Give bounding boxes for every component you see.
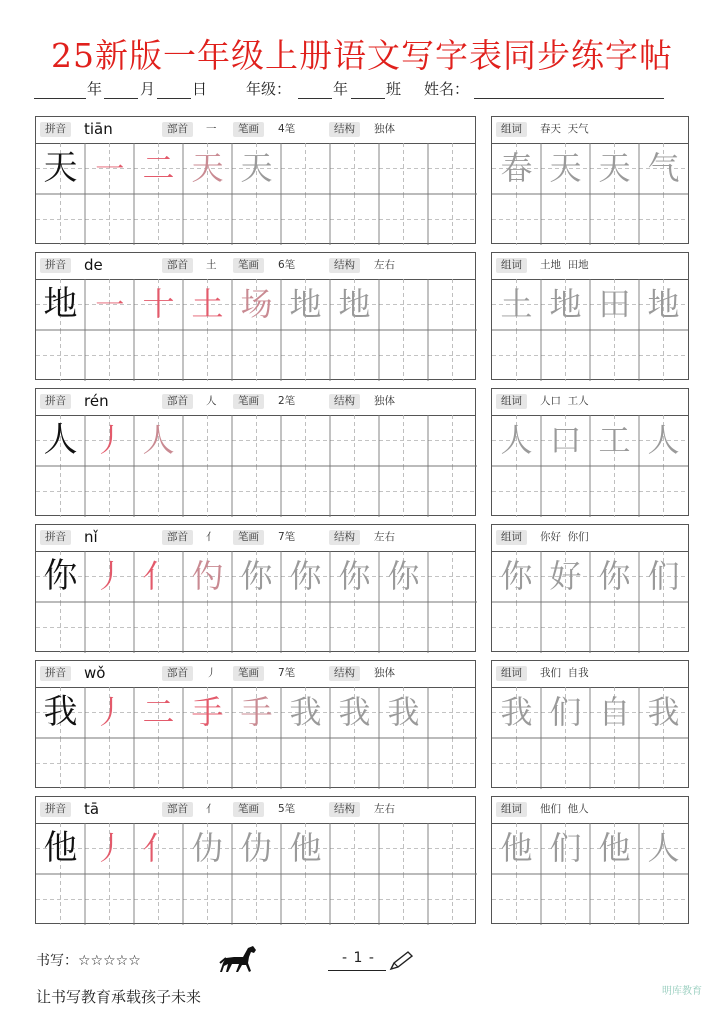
class-label: 班	[386, 80, 402, 98]
structure-label: 结构	[329, 802, 360, 817]
word-trace-character: 们	[549, 829, 582, 867]
word-trace-character: 你	[500, 557, 533, 595]
slogan: 让书写教育承载孩子未来	[36, 988, 202, 1006]
watermark-logo: 明库教育	[662, 986, 702, 997]
pinyin-value: tiān	[84, 120, 113, 138]
words-value: 我们 自我	[540, 667, 589, 679]
stroke-order-step: 我	[289, 693, 322, 731]
stroke-order-step: 仢	[191, 557, 224, 595]
radical-label: 部首	[162, 122, 193, 137]
structure-label: 结构	[329, 258, 360, 273]
name-blank[interactable]	[474, 98, 664, 99]
word-trace-character: 天	[598, 149, 631, 187]
words-value: 他们 他人	[540, 803, 589, 815]
strokes-label: 笔画	[233, 258, 264, 273]
char-info-header	[36, 117, 475, 144]
word-trace-character: 他	[500, 829, 533, 867]
practice-block	[35, 660, 476, 788]
strokes-label: 笔画	[233, 122, 264, 137]
words-label: 组词	[496, 530, 527, 545]
words-label: 组词	[496, 258, 527, 273]
radical-label: 部首	[162, 666, 193, 681]
month-label: 月	[140, 80, 156, 98]
stroke-order-step: 你	[387, 557, 420, 595]
word-header	[492, 661, 688, 688]
practice-block	[35, 116, 476, 244]
year-label: 年	[87, 80, 103, 98]
stroke-order-step: 亻	[142, 829, 175, 867]
radical-label: 部首	[162, 530, 193, 545]
strokes-label: 笔画	[233, 802, 264, 817]
pinyin-label: 拼音	[40, 258, 71, 273]
word-block	[491, 524, 689, 652]
structure-value: 独体	[374, 123, 395, 135]
word-block	[491, 388, 689, 516]
words-value: 你好 你们	[540, 531, 589, 543]
word-block	[491, 796, 689, 924]
word-trace-character: 人	[647, 421, 680, 459]
stroke-order-step: 二	[142, 693, 175, 731]
practice-block	[35, 796, 476, 924]
radical-label: 部首	[162, 802, 193, 817]
grade-year-label: 年	[333, 80, 349, 98]
word-trace-character: 天	[549, 149, 582, 187]
structure-label: 结构	[329, 530, 360, 545]
practice-block	[35, 252, 476, 380]
radical-value: 人	[206, 395, 217, 407]
stroke-order-step: 我	[338, 693, 371, 731]
char-info-header	[36, 661, 475, 688]
pinyin-label: 拼音	[40, 530, 71, 545]
strokes-label: 笔画	[233, 666, 264, 681]
stroke-order-step: 他	[289, 829, 322, 867]
pinyin-label: 拼音	[40, 394, 71, 409]
words-label: 组词	[496, 666, 527, 681]
structure-label: 结构	[329, 666, 360, 681]
main-character: 人	[43, 420, 78, 460]
stroke-order-step: 你	[240, 557, 273, 595]
word-trace-character: 田	[598, 285, 631, 323]
main-character: 地	[43, 284, 78, 324]
horse-icon	[218, 945, 260, 979]
stroke-order-step: 仂	[240, 829, 273, 867]
words-label: 组词	[496, 802, 527, 817]
word-trace-character: 口	[549, 421, 582, 459]
words-label: 组词	[496, 394, 527, 409]
word-trace-character: 地	[549, 285, 582, 323]
words-label: 组词	[496, 122, 527, 137]
word-trace-character: 春	[500, 149, 533, 187]
stroke-order-step: 亻	[142, 557, 175, 595]
stroke-order-step: 你	[338, 557, 371, 595]
strokes-value: 4笔	[278, 123, 296, 135]
word-trace-character: 人	[647, 829, 680, 867]
word-trace-character: 土	[500, 285, 533, 323]
pencil-icon	[388, 950, 414, 972]
strokes-label: 笔画	[233, 530, 264, 545]
writing-rating: 书写：☆☆☆☆☆	[36, 953, 141, 969]
word-header	[492, 797, 688, 824]
radical-value: 土	[206, 259, 217, 271]
pinyin-value: tā	[84, 800, 100, 818]
word-trace-character: 们	[549, 693, 582, 731]
stroke-order-step: ㇐	[93, 285, 126, 323]
word-block	[491, 660, 689, 788]
student-info-line	[34, 78, 694, 102]
day-blank[interactable]	[157, 98, 191, 99]
pinyin-value: wǒ	[84, 664, 106, 682]
strokes-label: 笔画	[233, 394, 264, 409]
stroke-order-step: 地	[338, 285, 371, 323]
words-value: 土地 田地	[540, 259, 589, 271]
pinyin-label: 拼音	[40, 802, 71, 817]
main-character: 他	[43, 828, 78, 868]
word-trace-character: 地	[647, 285, 680, 323]
strokes-value: 6笔	[278, 259, 296, 271]
structure-value: 左右	[374, 803, 395, 815]
stroke-order-step: 天	[240, 149, 273, 187]
pinyin-value: nǐ	[84, 528, 98, 546]
word-trace-character: 我	[647, 693, 680, 731]
word-trace-character: 好	[549, 557, 582, 595]
radical-value: 丿	[206, 667, 217, 679]
page-title: 25新版一年级上册语文写字表同步练字帖	[51, 36, 673, 75]
char-info-header	[36, 253, 475, 280]
year-blank[interactable]	[34, 98, 86, 99]
day-label: 日	[192, 80, 208, 98]
stroke-order-step: 手	[191, 693, 224, 731]
structure-value: 左右	[374, 259, 395, 271]
month-blank[interactable]	[104, 98, 138, 99]
stroke-order-step: 十	[142, 285, 175, 323]
word-block	[491, 252, 689, 380]
stroke-order-step: 丿	[93, 557, 126, 595]
strokes-value: 2笔	[278, 395, 296, 407]
stroke-order-step: 丿	[93, 421, 126, 459]
char-info-header	[36, 525, 475, 552]
pinyin-value: de	[84, 256, 103, 274]
word-trace-character: 你	[598, 557, 631, 595]
stroke-order-step: 土	[191, 285, 224, 323]
stroke-order-step: 场	[240, 285, 273, 323]
structure-label: 结构	[329, 122, 360, 137]
word-header	[492, 253, 688, 280]
page-number-underline	[328, 970, 386, 971]
practice-block	[35, 524, 476, 652]
strokes-value: 7笔	[278, 531, 296, 543]
radical-value: 亻	[206, 531, 217, 543]
name-label: 姓名：	[424, 80, 470, 98]
main-character: 你	[43, 556, 78, 596]
word-trace-character: 工	[598, 421, 631, 459]
stroke-order-step: 丿	[93, 693, 126, 731]
words-value: 人口 工人	[540, 395, 589, 407]
word-trace-character: 气	[647, 149, 680, 187]
radical-label: 部首	[162, 394, 193, 409]
structure-value: 独体	[374, 395, 395, 407]
word-trace-character: 自	[598, 693, 631, 731]
word-header	[492, 117, 688, 144]
radical-value: 一	[206, 123, 217, 135]
practice-block	[35, 388, 476, 516]
structure-value: 左右	[374, 531, 395, 543]
stroke-order-step: 手	[240, 693, 273, 731]
word-trace-character: 他	[598, 829, 631, 867]
pinyin-value: rén	[84, 392, 109, 410]
pinyin-label: 拼音	[40, 666, 71, 681]
stroke-order-step: 天	[191, 149, 224, 187]
char-info-header	[36, 389, 475, 416]
word-trace-character: 们	[647, 557, 680, 595]
strokes-value: 5笔	[278, 803, 296, 815]
words-value: 春天 天气	[540, 123, 589, 135]
stroke-order-step: ㇐	[93, 149, 126, 187]
word-header	[492, 389, 688, 416]
pinyin-label: 拼音	[40, 122, 71, 137]
word-trace-character: 人	[500, 421, 533, 459]
main-character: 天	[43, 148, 78, 188]
word-block	[491, 116, 689, 244]
stroke-order-step: 仂	[191, 829, 224, 867]
grade-blank[interactable]	[298, 98, 332, 99]
stroke-order-step: 二	[142, 149, 175, 187]
radical-label: 部首	[162, 258, 193, 273]
radical-value: 亻	[206, 803, 217, 815]
stroke-order-step: 人	[142, 421, 175, 459]
word-trace-character: 我	[500, 693, 533, 731]
stroke-order-step: 我	[387, 693, 420, 731]
stroke-order-step: 地	[289, 285, 322, 323]
char-info-header	[36, 797, 475, 824]
page-number: - 1 -	[342, 950, 375, 966]
stroke-order-step: 丿	[93, 829, 126, 867]
structure-value: 独体	[374, 667, 395, 679]
grade-label: 年级：	[246, 80, 292, 98]
main-character: 我	[43, 692, 78, 732]
stroke-order-step: 你	[289, 557, 322, 595]
class-blank[interactable]	[351, 98, 385, 99]
structure-label: 结构	[329, 394, 360, 409]
strokes-value: 7笔	[278, 667, 296, 679]
word-header	[492, 525, 688, 552]
